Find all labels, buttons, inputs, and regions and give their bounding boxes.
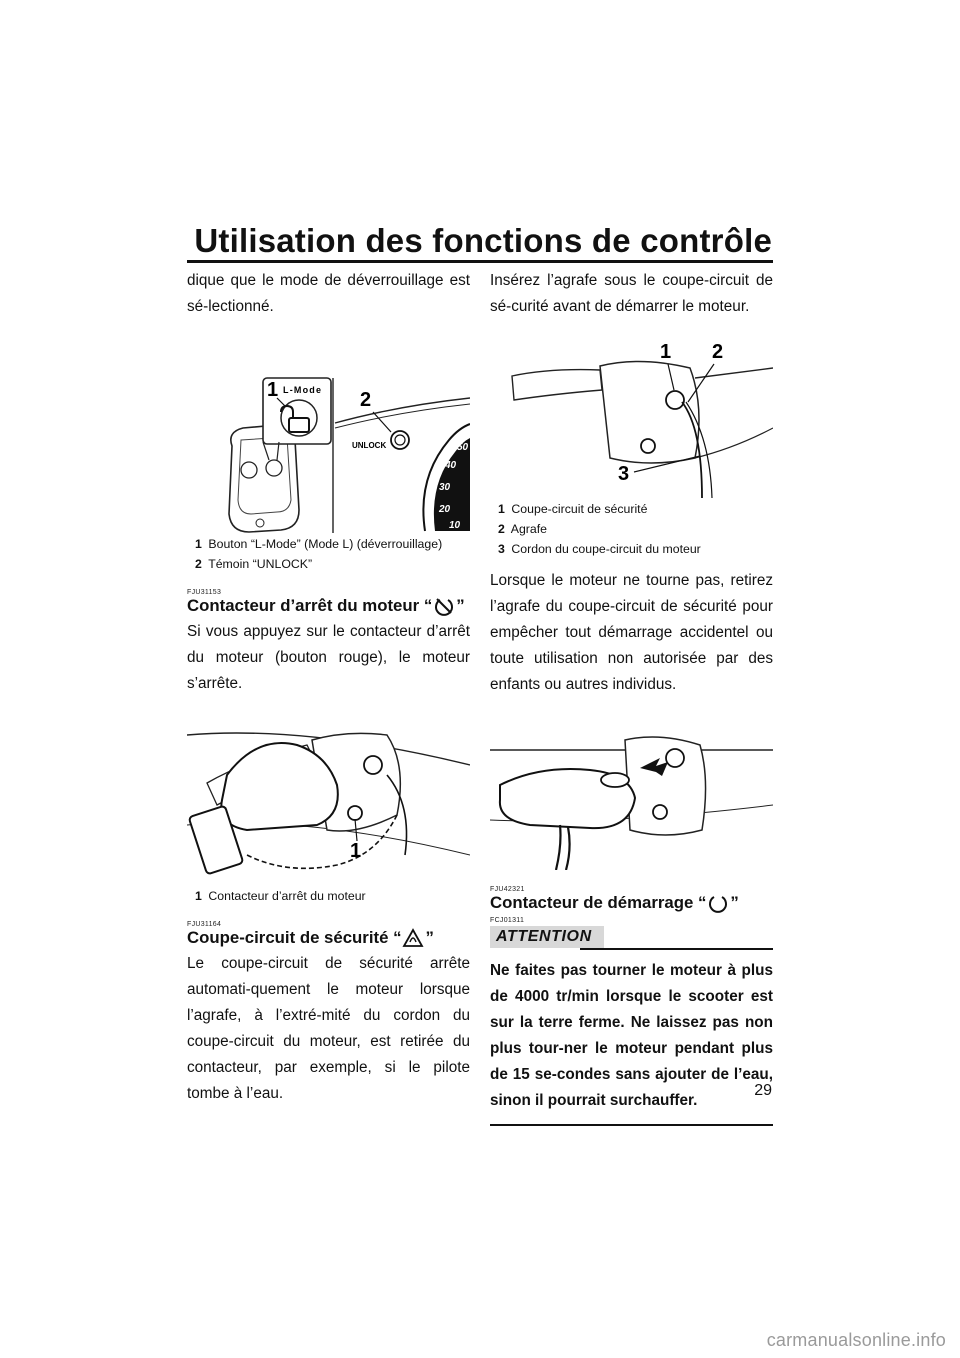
header-rule bbox=[187, 260, 773, 263]
attention-code: FCJ01311 bbox=[490, 917, 525, 924]
attention-rule bbox=[580, 948, 773, 950]
remove-clip-illustration bbox=[490, 710, 773, 870]
attention-bottom-rule bbox=[490, 1124, 773, 1126]
section-title-engine-stop: Contacteur d’arrêt du moteur “ ” bbox=[187, 596, 465, 615]
page-number: 29 bbox=[754, 1082, 772, 1099]
figure-caption: 2 Témoin “UNLOCK” bbox=[195, 557, 313, 571]
unlock-label-text: UNLOCK bbox=[352, 441, 387, 450]
gauge-number-40: 40 bbox=[445, 460, 457, 471]
figure-caption: 1 Coupe-circuit de sécurité bbox=[498, 502, 648, 516]
callout-label-1: 1 bbox=[350, 840, 362, 862]
gauge-number-10: 10 bbox=[449, 520, 461, 531]
watermark: carmanualsonline.info bbox=[766, 1330, 946, 1350]
section-code: FJU31164 bbox=[187, 921, 222, 928]
section-body-safety-cutoff: Le coupe-circuit de sécurité arrête automati-quement le moteur lorsque l’agrafe, à l’extré-mité du cordon du coupe-circuit du moteur, est retirée du contacteur, par exemple, si le pilote tombe à l’eau. bbox=[187, 955, 470, 1102]
callout-label-2: 2 bbox=[360, 389, 372, 411]
attention-badge: ATTENTION bbox=[490, 926, 604, 948]
right-column bbox=[490, 268, 773, 1126]
attention-text: Ne faites pas tourner le moteur à plus de 4000 tr/min lorsque le scooter est sur la terre ferme. Ne laissez pas non plus tour-ner le moteur pendant plus de 15 se-condes sans ajouter de l’eau, sinon il pourrait surchauffer. bbox=[490, 962, 773, 1109]
figure-caption: 3 Cordon du coupe-circuit du moteur bbox=[498, 542, 701, 556]
figure-lmode-unlock bbox=[187, 328, 470, 573]
callout-label-1: 1 bbox=[267, 379, 279, 401]
left-column bbox=[187, 268, 470, 1107]
callout-label-2: 2 bbox=[712, 341, 724, 363]
lmode-unlock-illustration bbox=[187, 328, 470, 533]
section-title-start-switch: Contacteur de démarrage “ ” bbox=[490, 893, 739, 912]
gauge-number-30: 30 bbox=[439, 482, 451, 493]
section-body-engine-stop: Si vous appuyez sur le contacteur d’arrêt du moteur (bouton rouge), le moteur s’arrête. bbox=[187, 623, 470, 692]
left-intro-text: dique que le mode de déverrouillage est sé-lectionné. bbox=[187, 272, 470, 315]
figure-caption: 2 Agrafe bbox=[498, 522, 547, 536]
engine-start-symbol-icon bbox=[707, 893, 729, 913]
section-title-safety-cutoff: Coupe-circuit de sécurité “ ” bbox=[187, 928, 434, 947]
dashboard-panel bbox=[335, 389, 470, 531]
gauge-number-50: 50 bbox=[457, 442, 469, 453]
right-body-remove-clip: Lorsque le moteur ne tourne pas, retirez l’agrafe du coupe-circuit de sécurité pour empêcher tout démarrage accidentel ou toute utilisation non autorisée par des enfants ou autres individus. bbox=[490, 572, 773, 693]
section-code: FJU31153 bbox=[187, 589, 222, 596]
gauge-number-20: 20 bbox=[439, 504, 451, 515]
safety-clip-illustration bbox=[490, 328, 773, 498]
figure-caption: 1 Contacteur d’arrêt du moteur bbox=[195, 889, 366, 903]
engine-stop-illustration bbox=[187, 705, 470, 885]
section-code: FJU42321 bbox=[490, 886, 525, 893]
callout-label-3: 3 bbox=[618, 463, 630, 485]
warning-triangle-icon bbox=[402, 928, 424, 948]
page-title: Utilisation des fonctions de contrôle bbox=[194, 222, 772, 259]
figure-safety-clip bbox=[490, 328, 773, 558]
callout-label-1: 1 bbox=[660, 341, 672, 363]
figure-remove-clip bbox=[490, 710, 773, 870]
right-intro-text: Insérez l’agrafe sous le coupe-circuit de sé-curité avant de démarrer le moteur. bbox=[490, 272, 773, 315]
figure-engine-stop bbox=[187, 705, 470, 905]
attention-header bbox=[490, 926, 773, 952]
lmode-text: L-Mode bbox=[283, 385, 323, 395]
engine-stop-symbol-icon bbox=[433, 596, 455, 616]
figure-caption: 1 Bouton “L-Mode” (Mode L) (déverrouillage) bbox=[195, 537, 443, 551]
